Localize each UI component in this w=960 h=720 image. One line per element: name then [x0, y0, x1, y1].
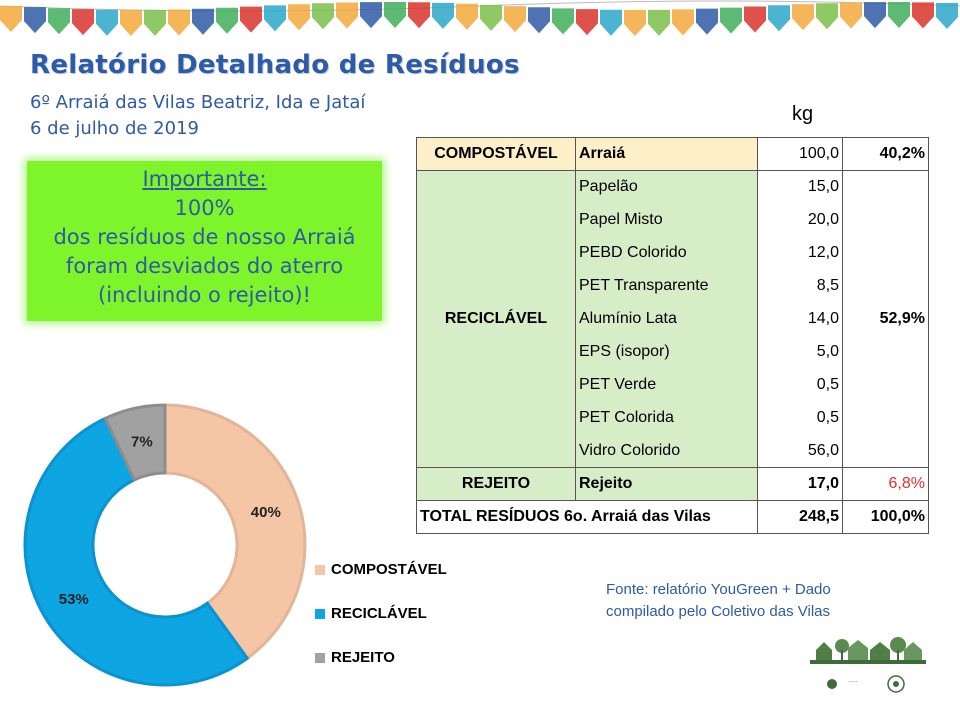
bunting-flag-icon [888, 2, 910, 28]
bunting-flag-icon [0, 6, 22, 32]
bunting-flag-icon [936, 3, 958, 29]
table-row-reciclavel-item [417, 171, 929, 204]
bunting-flag-icon [720, 8, 742, 34]
bunting-flag-icon [144, 10, 166, 36]
waste-table [416, 137, 929, 534]
legend-swatch-rejeito [315, 653, 325, 663]
bunting-flag-icon [504, 6, 526, 32]
bunting-flag-icon [576, 9, 598, 35]
total-kg: 248,5 [758, 501, 843, 534]
category-reciclavel: RECICLÁVEL [417, 171, 576, 468]
legend-reciclavel [315, 605, 427, 622]
item-kg: 0,5 [758, 369, 843, 402]
source-line-2: compilado pelo Coletivo das Vilas [606, 603, 831, 620]
bunting-flag-icon [648, 10, 670, 36]
legend-swatch-reciclavel [315, 609, 325, 619]
item-name: PET Transparente [576, 270, 758, 303]
item-kg: 14,0 [758, 303, 843, 336]
bunting-flag-icon [24, 7, 46, 33]
bunting-flag-icon [48, 8, 70, 34]
bunting-flag-icon [336, 3, 358, 29]
bunting-flag-icon [408, 2, 430, 28]
page-title: Relatório Detalhado de Resíduos [30, 50, 520, 80]
notice-box [27, 161, 382, 321]
source-line-1: Fonte: relatório YouGreen + Dado [606, 581, 831, 598]
legend-label-reciclavel: RECICLÁVEL [331, 605, 427, 622]
bunting-flag-icon [432, 3, 454, 29]
bunting-flag-icon [216, 8, 238, 34]
bunting-flag-icon [696, 9, 718, 35]
kg-rejeito: 17,0 [758, 468, 843, 501]
item-name: PET Verde [576, 369, 758, 402]
notice-heading: Importante: [142, 167, 267, 191]
item-name: Vidro Colorido [576, 435, 758, 468]
notice-line-4: (incluindo o rejeito)! [98, 283, 311, 307]
item-name: Papelão [576, 171, 758, 204]
item-kg: 20,0 [758, 204, 843, 237]
page-subtitle: 6º Arraiá das Vilas Beatriz, Ida e Jataí [30, 92, 366, 113]
table-row-rejeito [417, 468, 929, 501]
bunting-flag-icon [480, 5, 502, 31]
kg-compostavel: 100,0 [758, 138, 843, 171]
source-note [606, 579, 831, 623]
bunting-flag-icon [624, 10, 646, 36]
bunting-flag-icon [600, 10, 622, 36]
bunting-flag-icon [240, 7, 262, 33]
item-compostavel: Arraiá [576, 138, 758, 171]
bunting-flag-icon [264, 5, 286, 31]
bunting-flag-icon [528, 7, 550, 33]
bunting-flag-icon [384, 2, 406, 28]
bunting-flag-icon [456, 4, 478, 30]
bunting-flag-icon [816, 3, 838, 29]
bunting-flag-icon [864, 2, 886, 28]
bunting-flag-icon [792, 4, 814, 30]
item-kg: 0,5 [758, 402, 843, 435]
item-name: PEBD Colorido [576, 237, 758, 270]
pct-compostavel: 40,2% [843, 138, 929, 171]
total-label: TOTAL RESÍDUOS 6o. Arraiá das Vilas [417, 501, 758, 534]
bunting-flag-icon [96, 10, 118, 36]
item-name: PET Colorida [576, 402, 758, 435]
data-label-rejeito: 7% [131, 433, 153, 451]
logo-houses-icon [808, 632, 928, 712]
svg-text:·····: ····· [848, 679, 858, 686]
item-kg: 12,0 [758, 237, 843, 270]
legend-compostavel [315, 561, 447, 578]
bunting-flag-icon [120, 10, 142, 36]
pct-rejeito: 6,8% [843, 468, 929, 501]
bunting-flag-icon [360, 2, 382, 28]
item-kg: 56,0 [758, 435, 843, 468]
legend-label-compostavel: COMPOSTÁVEL [331, 561, 447, 578]
table-row-compostavel [417, 138, 929, 171]
bunting-flag-icon [912, 2, 934, 28]
legend-label-rejeito: REJEITO [331, 649, 395, 666]
bunting-flag-icon [672, 9, 694, 35]
bunting-flag-icon [192, 9, 214, 35]
notice-line-1: 100% [174, 196, 235, 220]
legend-rejeito [315, 649, 395, 666]
category-compostavel: COMPOSTÁVEL [417, 138, 576, 171]
item-kg: 15,0 [758, 171, 843, 204]
item-name: Alumínio Lata [576, 303, 758, 336]
item-rejeito: Rejeito [576, 468, 758, 501]
item-kg: 8,5 [758, 270, 843, 303]
notice-line-3: foram desviados do aterro [65, 254, 344, 278]
item-kg: 5,0 [758, 336, 843, 369]
bunting-flag-icon [768, 5, 790, 31]
category-rejeito: REJEITO [417, 468, 576, 501]
item-name: Papel Misto [576, 204, 758, 237]
bunting-flag-icon [552, 8, 574, 34]
bunting-flag-icon [72, 9, 94, 35]
page-date: 6 de julho de 2019 [30, 118, 199, 139]
bunting-flag-icon [168, 9, 190, 35]
data-label-compostavel: 40% [250, 504, 281, 522]
item-name: EPS (isopor) [576, 336, 758, 369]
table-row-total [417, 501, 929, 534]
bunting-flag-icon [288, 4, 310, 30]
pct-reciclavel: 52,9% [843, 171, 929, 468]
data-label-reciclavel: 53% [58, 590, 89, 608]
bunting-flag-icon [744, 6, 766, 32]
waste-donut-chart [15, 400, 315, 690]
legend-swatch-compostavel [315, 565, 325, 575]
unit-label: kg [792, 103, 814, 125]
bunting-flag-icon [312, 3, 334, 29]
bunting-flag-icon [840, 2, 862, 28]
total-pct: 100,0% [843, 501, 929, 534]
notice-line-2: dos resíduos de nosso Arraiá [53, 225, 356, 249]
